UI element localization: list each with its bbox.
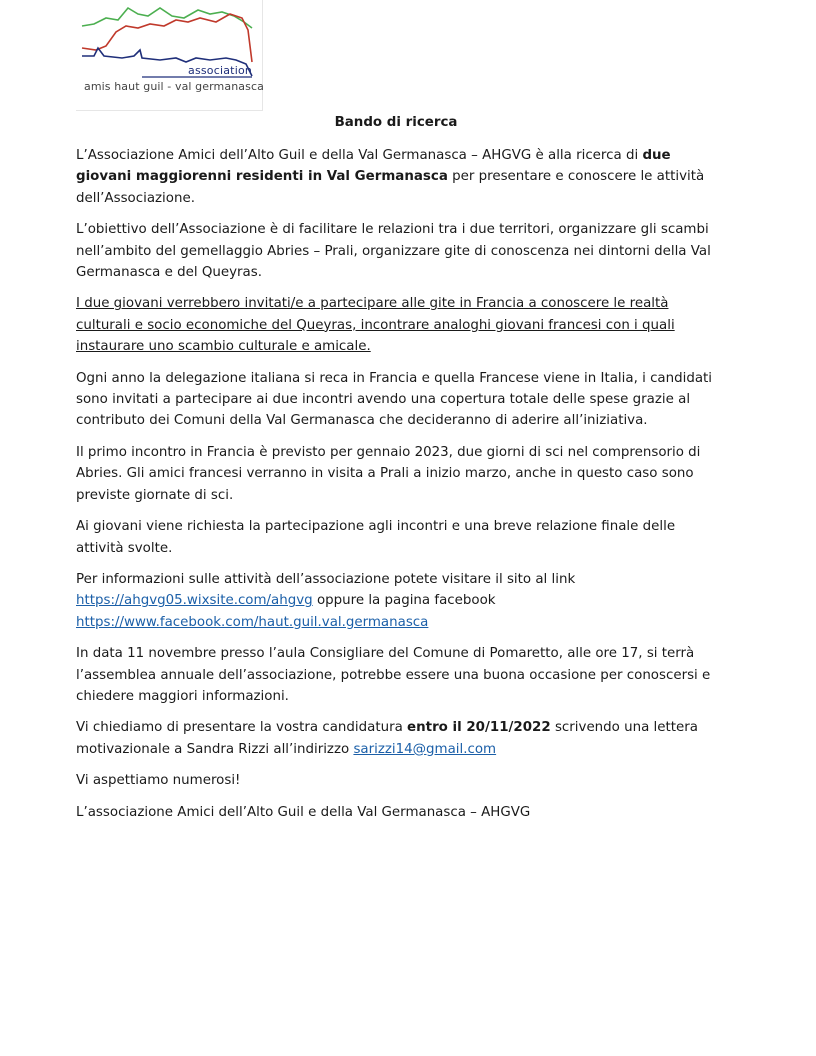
intro-text: L’Associazione Amici dell’Alto Guil e della Val Germanasca – AHGVG è alla ricerca di [76, 148, 643, 163]
intro-text-end: per presentare e conoscere le attività dell’Associazione. [76, 169, 705, 206]
email-link[interactable]: sarizzi14@gmail.com [353, 741, 497, 757]
paragraph-signature: L’associazione Amici dell’Alto Guil e della Val Germanasca – AHGVG [76, 804, 531, 820]
association-logo [76, 0, 263, 111]
paragraph-underlined: I due giovani verrebbero invitati/e a partecipare alle gite in Francia a conoscere le realtà culturali e socio economiche del Queyras, incontrare analoghi giovani francesi con i quali instaurare uno scambio culturale e amicale. [76, 296, 675, 355]
paragraph-assembly: In data 11 novembre presso l’aula Consigliare del Comune di Pomaretto, alle ore 17, si terrà l’assemblea annuale dell’associazione, potrebbe essere una buona occasione per conoscersi e chiedere maggiori informazioni. [76, 646, 711, 704]
intro-bold-text: due giovani maggiorenni residenti in Val Germanasca [76, 148, 671, 185]
info-text: Per informazioni sulle attività dell’associazione potete visitare il sito al link [76, 571, 576, 587]
paragraph-objective: L’obiettivo dell’Associazione è di facilitare le relazioni tra i due territori, organizzare gli scambi nell’ambito del gemellaggio Abries – Prali, organizzare gite di conoscenza nei dintorni della Val Germanasca e del Queyras. [76, 222, 711, 281]
red-ridge-line [82, 14, 252, 62]
application-text-end: scrivendo una lettera motivazionale a Sandra Rizzi all’indirizzo [76, 720, 698, 757]
paragraph-intro [76, 145, 726, 209]
paragraph-requirements: Ai giovani viene richiesta la partecipazione agli incontri e una breve relazione finale delle attività svolte. [76, 519, 676, 556]
logo-association-text: association [188, 64, 253, 77]
paragraph-closing: Vi aspettiamo numerosi! [76, 773, 241, 789]
mountain-logo-graphic [76, 0, 262, 110]
facebook-link[interactable]: https://www.facebook.com/haut.guil.val.germanasca [76, 614, 429, 630]
deadline-bold-text: entro il 20/11/2022 [407, 720, 551, 736]
application-text: Vi chiediamo di presentare la vostra candidatura [76, 720, 408, 736]
document-body [76, 145, 726, 833]
website-link[interactable]: https://ahgvg05.wixsite.com/ahgvg [76, 593, 313, 609]
document-title: Bando di ricerca [334, 115, 458, 130]
info-text-middle: oppure la pagina facebook [312, 593, 496, 609]
paragraph-info [76, 569, 726, 633]
paragraph-annual: Ogni anno la delegazione italiana si reca in Francia e quella Francese viene in Italia, i candidati sono invitati a partecipare ai due incontri avendo una copertura totale delle spese grazie al contributo dei Comuni della Val Germanasca che decideranno di aderire all’iniziativa. [76, 370, 713, 429]
paragraph-application [76, 717, 726, 760]
logo-name-text: amis haut guil - val germanasca [84, 80, 264, 93]
paragraph-first-meeting: Il primo incontro in Francia è previsto per gennaio 2023, due giorni di sci nel comprensorio di Abries. Gli amici francesi verranno in visita a Prali a inizio marzo, anche in questo caso sono previste giornate di sci. [76, 444, 701, 503]
